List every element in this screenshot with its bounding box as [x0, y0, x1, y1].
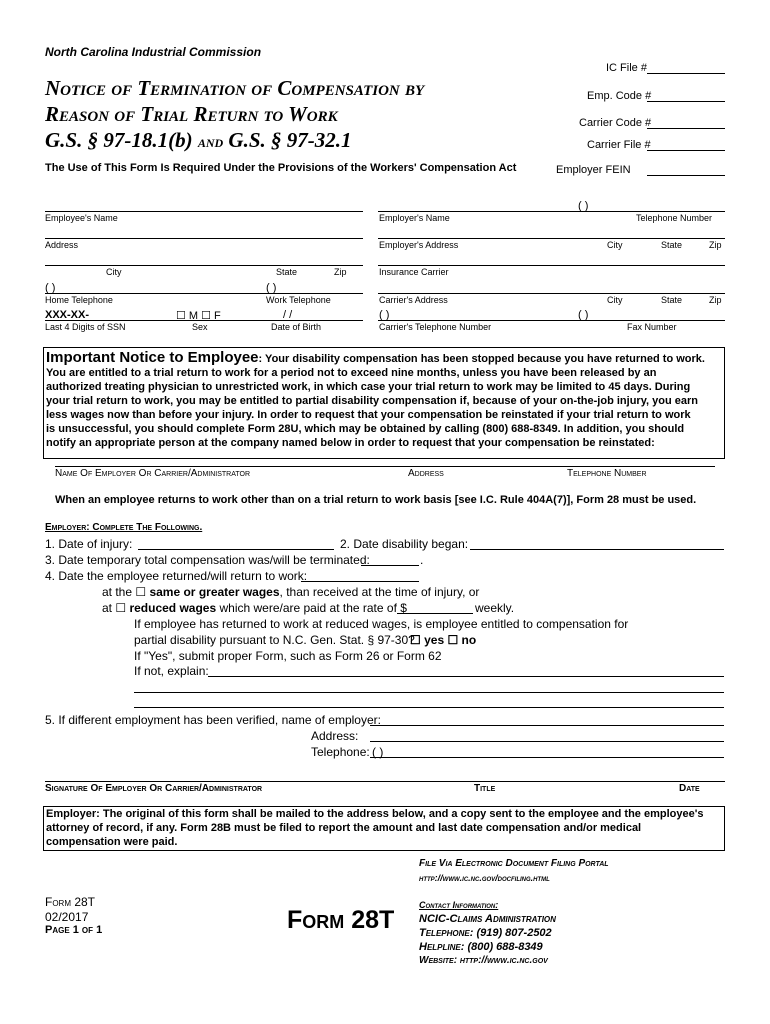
reduced-wages-label: reduced wages — [129, 601, 217, 615]
notice-line6: is unsuccessful, you should complete Form 28U, which may be obtained by calling (800) 688-8349. In addition, you should — [46, 423, 685, 435]
ssn-row-line[interactable] — [45, 320, 363, 321]
form-title-line1: Notice of Termination of Compensation by — [45, 76, 425, 100]
carrier-address-label: Carrier's Address — [379, 295, 448, 305]
address-line2-field[interactable] — [45, 265, 363, 266]
notice-line1: : Your disability compensation has been stopped because you have returned to work. — [258, 353, 705, 365]
employer-phone-area: ( ) — [578, 200, 589, 212]
agency-name: North Carolina Industrial Commission — [45, 45, 262, 59]
reduced-wages-row[interactable] — [102, 601, 407, 615]
employer-fein-field[interactable] — [647, 175, 725, 176]
if-not-label: If not, explain: — [134, 664, 209, 678]
new-employer-address-label: Address: — [311, 729, 359, 743]
form-title-line2: Reason of Trial Return to Work — [45, 102, 338, 126]
employer-name-field[interactable] — [378, 211, 725, 212]
signature-label: Signature Of Employer Or Carrier/Administrator — [45, 783, 263, 794]
carrier-state-label: State — [661, 295, 683, 305]
employer-state-label: State — [661, 240, 683, 250]
contact-org: NCIC-Claims Administration — [419, 913, 556, 925]
carrier-city-label: City — [607, 295, 623, 305]
reduced-wages-rest: which were/are paid at the rate of $ — [216, 601, 407, 615]
if-yes-text: If "Yes", submit proper Form, such as Form 26 or Form 62 — [134, 649, 442, 663]
employer-section-heading: Employer: Complete The Following. — [45, 522, 203, 533]
at-checkbox[interactable]: at ☐ — [102, 601, 130, 615]
contact-telephone: Telephone: (919) 807-2502 — [419, 927, 552, 939]
date-of-injury-field[interactable] — [138, 549, 334, 550]
address-field[interactable] — [45, 238, 363, 239]
carrier-file-label: Carrier File # — [587, 139, 651, 151]
employer-fein-label: Employer FEIN — [556, 164, 631, 176]
employee-name-label: Employee's Name — [45, 213, 118, 223]
weekly-label: weekly. — [475, 601, 515, 615]
carrier-telephone-label: Carrier's Telephone Number — [379, 322, 492, 332]
carrier-code-label: Carrier Code # — [579, 117, 652, 129]
home-phone-area: ( ) — [45, 282, 56, 294]
mail-notice-line1: Employer: The original of this form shall be mailed to the address below, and a copy sent to the employee and the employee's — [46, 808, 704, 820]
at-the-checkbox[interactable]: at the ☐ — [102, 585, 150, 599]
mail-notice-line3: compensation were paid. — [46, 836, 178, 848]
notice-line4: your trial return to work, you may be entitled to partial disability compensation if, because of your on-the-job injury, you earn — [46, 395, 698, 407]
notice-line2: You are entitled to a trial return to work for a period not to exceed nine months, unless you have been released by an — [46, 367, 657, 379]
mail-notice-line2: attorney of record, if any. Form 28B must be filed to report the amount and last date compensation and/or medical — [46, 822, 642, 834]
form-title-line3 — [45, 128, 352, 153]
notice-line7: notify an appropriate person at the company named below in order to request that your compensation be reinstated: — [46, 437, 655, 449]
explain-field-2[interactable] — [134, 692, 724, 693]
form-date: 02/2017 — [45, 910, 89, 924]
same-wages-row[interactable] — [102, 585, 479, 599]
carrier-file-field[interactable] — [647, 150, 725, 151]
big-form-number: Form 28T — [287, 906, 395, 934]
col-phone-label: Telephone Number — [567, 468, 647, 479]
new-employer-phone-area: ( ) — [372, 745, 384, 759]
contact-helpline: Helpline: (800) 688-8349 — [419, 941, 543, 953]
new-employer-telephone-field[interactable] — [370, 757, 724, 758]
same-wages-rest: , than received at the time of injury, or — [279, 585, 480, 599]
weekly-rate-field[interactable] — [397, 613, 473, 614]
dob-field[interactable]: / / — [283, 309, 293, 321]
partial-line2: partial disability pursuant to N.C. Gen. Stat. § 97-30? — [134, 633, 415, 647]
employer-city-label: City — [607, 240, 623, 250]
q1-label: 1. Date of injury: — [45, 537, 133, 551]
employer-name-label: Employer's Name — [379, 213, 450, 223]
carrier-zip-label: Zip — [709, 295, 722, 305]
employer-address-label: Employer's Address — [379, 240, 459, 250]
q2-label: 2. Date disability began: — [340, 537, 469, 551]
phone-field[interactable] — [45, 293, 363, 294]
emp-code-field[interactable] — [647, 101, 725, 102]
form-subtitle: The Use of This Form Is Required Under the Provisions of the Workers' Compensation Act — [45, 162, 517, 174]
ssn-prefix: XXX-XX- — [45, 309, 90, 321]
q3-label: 3. Date temporary total compensation was/will be terminated: — [45, 553, 370, 567]
notice-contact-field[interactable] — [55, 466, 715, 467]
insurance-carrier-label: Insurance Carrier — [379, 267, 449, 277]
ic-file-field[interactable] — [647, 73, 725, 74]
explain-field-3[interactable] — [134, 707, 724, 708]
efile-url[interactable]: http://www.ic.nc.gov/docfiling.html — [419, 873, 550, 883]
employee-city-label: City — [106, 267, 122, 277]
date-label: Date — [679, 783, 700, 794]
same-wages-label: same or greater wages — [149, 585, 280, 599]
new-employer-telephone-label: Telephone: — [311, 745, 370, 759]
notice-line3: authorized treating physician to unrestricted work, in which case your trial return to work may be limited to 45 days. During — [46, 381, 691, 393]
q3-period: . — [420, 553, 424, 567]
carrier-phone-field[interactable] — [378, 320, 725, 321]
explain-field-1[interactable] — [208, 676, 724, 677]
signature-field[interactable] — [45, 781, 725, 782]
disability-began-field[interactable] — [470, 549, 724, 550]
employee-zip-label: Zip — [334, 267, 347, 277]
new-employer-name-field[interactable] — [370, 725, 724, 726]
address-label: Address — [45, 240, 79, 250]
col-address-label: Address — [408, 468, 444, 479]
sex-checkboxes[interactable]: ☐ M ☐ F — [176, 310, 221, 322]
sex-label: Sex — [192, 322, 208, 332]
q5-label: 5. If different employment has been verified, name of employer: — [45, 713, 381, 727]
employee-name-field[interactable] — [45, 211, 363, 212]
work-telephone-label: Work Telephone — [266, 295, 331, 305]
carrier-phone-area: ( ) — [379, 309, 390, 321]
emp-code-label: Emp. Code # — [587, 90, 652, 102]
contact-website[interactable]: Website: http://www.ic.nc.gov — [419, 955, 548, 966]
yes-no-checkboxes[interactable]: ☐ yes ☐ no — [410, 633, 477, 647]
insurance-carrier-field[interactable] — [378, 265, 725, 266]
statute-b: G.S. § 97-32.1 — [223, 128, 352, 152]
employer-telephone-label: Telephone Number — [636, 213, 713, 223]
other-return-notice: When an employee returns to work other than on a trial return to work basis [see I.C. Rule 404A(7)], Form 28 must be used. — [55, 494, 697, 506]
return-date-field[interactable] — [301, 581, 419, 582]
form-code: Form 28T — [45, 895, 96, 909]
employer-address-field[interactable] — [378, 238, 725, 239]
contact-heading: Contact Information: — [419, 900, 499, 910]
notice-heading-row — [46, 349, 705, 366]
work-phone-area: ( ) — [266, 282, 277, 294]
employee-state-label: State — [276, 267, 298, 277]
page-info: Page 1 of 1 — [45, 924, 103, 936]
home-telephone-label: Home Telephone — [45, 295, 113, 305]
notice-heading: Important Notice to Employee — [46, 349, 259, 366]
statute-and: and — [197, 132, 224, 151]
carrier-address-field[interactable] — [378, 293, 725, 294]
ic-file-label: IC File # — [606, 62, 647, 74]
fax-number-label: Fax Number — [627, 322, 677, 332]
statute-a: G.S. § 97-18.1(b) — [45, 128, 198, 152]
carrier-code-field[interactable] — [647, 128, 725, 129]
ssn-label: Last 4 Digits of SSN — [45, 322, 126, 332]
new-employer-address-field[interactable] — [370, 741, 724, 742]
ttd-terminated-field[interactable] — [361, 565, 419, 566]
q4-label: 4. Date the employee returned/will return to work: — [45, 569, 308, 583]
partial-line1: If employee has returned to work at reduced wages, is employee entitled to compensation for — [134, 617, 629, 631]
col-name-label: Name Of Employer Or Carrier/Administrator — [55, 468, 251, 479]
employer-zip-label: Zip — [709, 240, 722, 250]
notice-line5: less wages now than before your injury. In order to request that your compensation be reinstated if your trial return to work — [46, 409, 691, 421]
title-label: Title — [474, 783, 496, 794]
dob-label: Date of Birth — [271, 322, 322, 332]
efile-label: File Via Electronic Document Filing Portal — [419, 858, 609, 869]
carrier-fax-area: ( ) — [578, 309, 589, 321]
